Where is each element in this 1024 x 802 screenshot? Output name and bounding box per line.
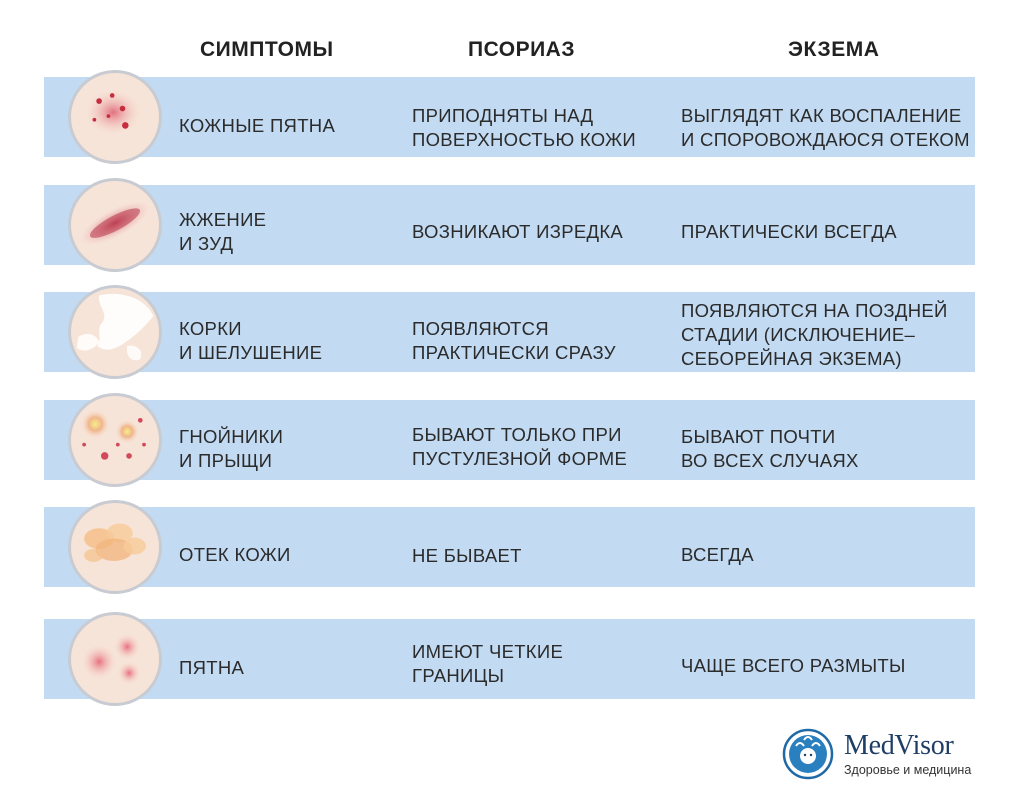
skin-swelling-icon	[68, 500, 162, 594]
header-psoriasis: ПСОРИАЗ	[468, 38, 575, 61]
psoriasis-value: ПОЯВЛЯЮТСЯ ПРАКТИЧЕСКИ СРАЗУ	[412, 318, 616, 363]
psoriasis-value: ВОЗНИКАЮТ ИЗРЕДКА	[412, 221, 624, 242]
eczema-value: БЫВАЮТ ПОЧТИ ВО ВСЕХ СЛУЧАЯХ	[681, 426, 859, 471]
pustules-icon	[68, 393, 162, 487]
symptom-label: КОЖНЫЕ ПЯТНА	[179, 115, 336, 136]
brand-name: MedVisor	[844, 730, 954, 761]
psoriasis-value: НЕ БЫВАЕТ	[412, 545, 522, 566]
red-spots-icon	[68, 70, 162, 164]
symptom-label: ЖЖЕНИЕ И ЗУД	[179, 209, 267, 254]
eczema-value: ВЫГЛЯДЯТ КАК ВОСПАЛЕНИЕ И СПОРОВОЖДАЮСЯ ОТЕКОМ	[681, 105, 970, 150]
eczema-value: ЧАЩЕ ВСЕГО РАЗМЫТЫ	[681, 655, 906, 676]
eczema-value: ПРАКТИЧЕСКИ ВСЕГДА	[681, 221, 897, 242]
skin-flakes-icon	[68, 285, 162, 379]
header-eczema: ЭКЗЕМА	[788, 38, 880, 61]
psoriasis-value: ПРИПОДНЯТЫ НАД ПОВЕРХНОСТЬЮ КОЖИ	[412, 105, 637, 150]
eczema-value: ПОЯВЛЯЮТСЯ НА ПОЗДНЕЙ СТАДИИ (ИСКЛЮЧЕНИЕ– СЕБОРЕЙНАЯ ЭКЗЕМА)	[681, 300, 948, 369]
symptom-label: ПЯТНА	[179, 657, 245, 678]
brand-tagline: Здоровье и медицина	[844, 763, 972, 777]
rash-streak-icon	[68, 178, 162, 272]
symptom-label: ГНОЙНИКИ И ПРЫЩИ	[179, 426, 284, 471]
psoriasis-value: ИМЕЮТ ЧЕТКИЕ ГРАНИЦЫ	[412, 641, 564, 686]
blurred-spots-icon	[68, 612, 162, 706]
psoriasis-value: БЫВАЮТ ТОЛЬКО ПРИ ПУСТУЛЕЗНОЙ ФОРМЕ	[412, 424, 628, 469]
symptom-label: КОРКИ И ШЕЛУШЕНИЕ	[179, 318, 323, 363]
eczema-value: ВСЕГДА	[681, 544, 754, 565]
symptom-label: ОТЕК КОЖИ	[179, 544, 291, 565]
medusa-logo-icon	[782, 728, 834, 780]
header-symptoms: СИМПТОМЫ	[200, 38, 334, 61]
brand-logo[interactable]	[782, 728, 992, 784]
